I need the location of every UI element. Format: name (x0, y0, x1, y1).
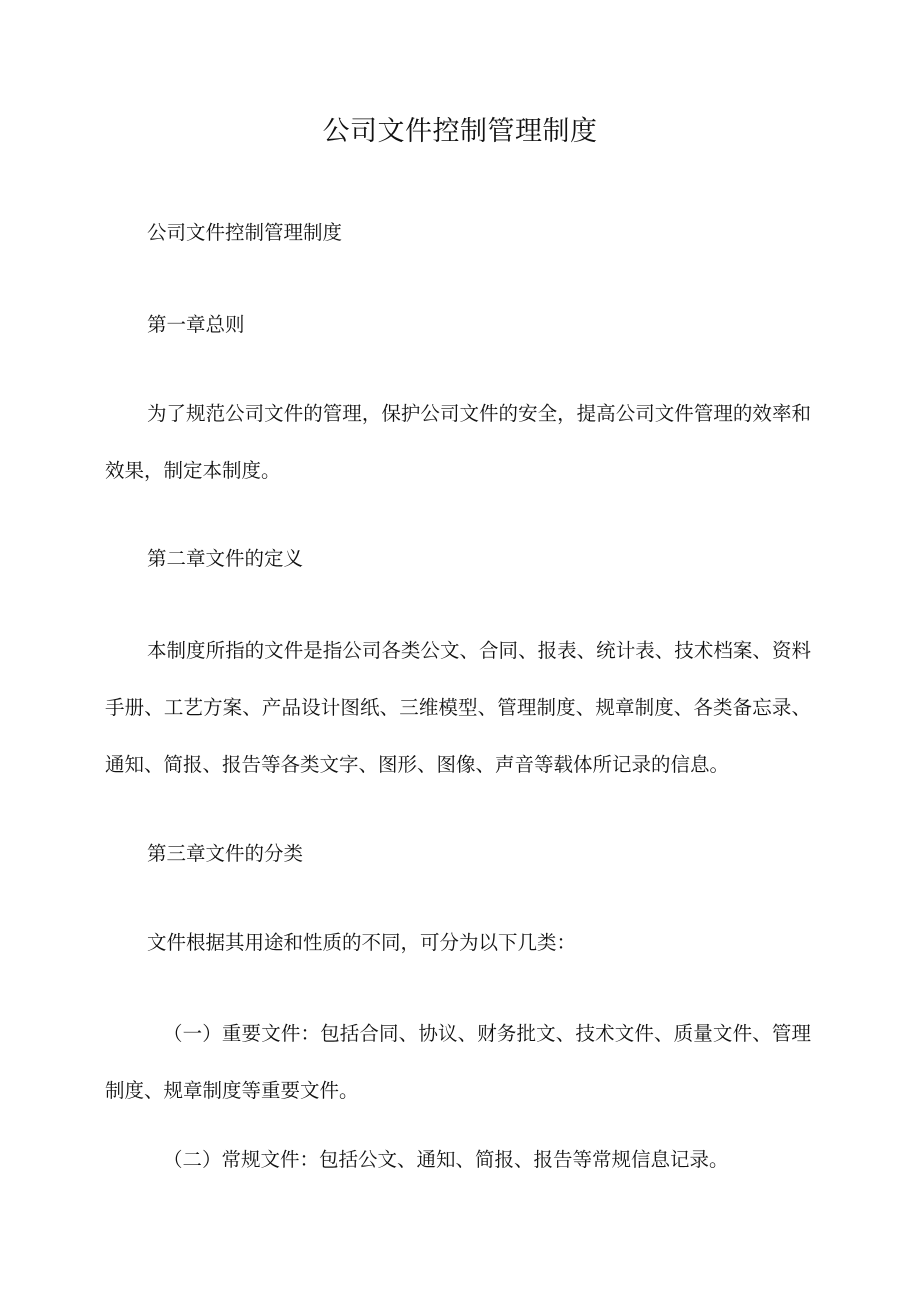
chapter-2-text: 本制度所指的文件是指公司各类公文、合同、报表、统计表、技术档案、资料手册、工艺方案、产品设计图纸、三维模型、管理制度、规章制度、各类备忘录、通知、简报、报告等各类文字、图形、图像、声音等载体所记录的信息。 (105, 639, 811, 776)
chapter-3-heading: 第三章文件的分类 (147, 842, 304, 865)
list-item: （二）常规文件：包括公文、通知、简报、报告等常规信息记录。 (163, 1148, 729, 1171)
chapter-2-heading: 第二章文件的定义 (147, 547, 304, 570)
chapter-1-text: 为了规范公司文件的管理，保护公司文件的安全，提高公司文件管理的效率和效果，制定本制度。 (105, 402, 811, 482)
list-item: （一）重要文件：包括合同、协议、财务批文、技术文件、质量文件、管理制度、规章制度等重要文件。 (105, 1022, 811, 1102)
chapter-3-intro: 文件根据其用途和性质的不同，可分为以下几类： (147, 931, 577, 954)
document-subtitle: 公司文件控制管理制度 (147, 221, 343, 244)
document-title: 公司文件控制管理制度 (322, 116, 598, 147)
chapter-1-heading: 第一章总则 (147, 313, 245, 336)
